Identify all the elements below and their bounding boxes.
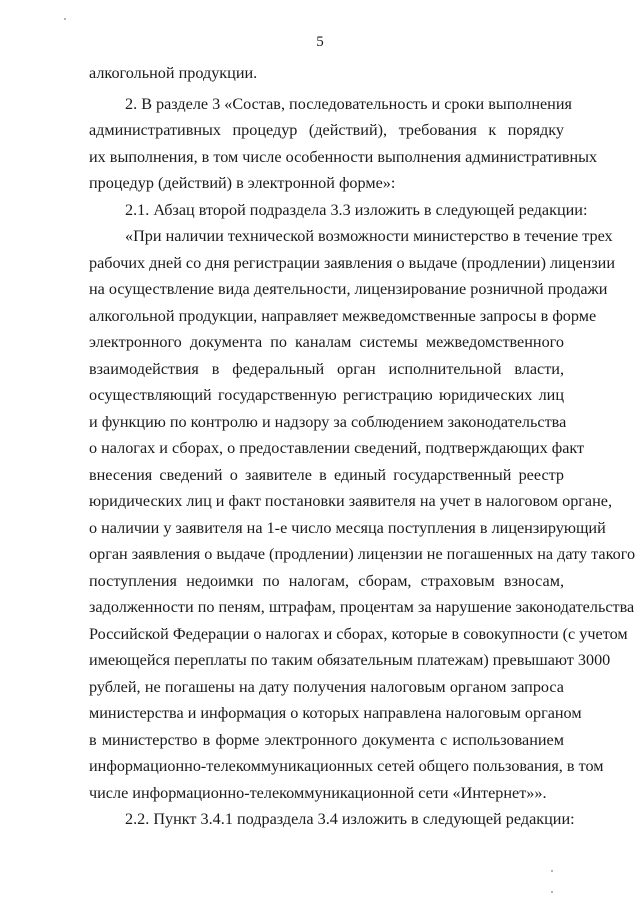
text-line: взаимодействия в федеральный орган исполнительной власти, [89,359,564,378]
text-line: рабочих дней со дня регистрации заявления о выдаче (продлении) лицензии [89,253,616,272]
text-line: имеющейся переплаты по таким обязательным платежам) превышают 3000 [89,651,611,669]
scan-speck [551,891,553,893]
text-line: орган заявления о выдаче (продлении) лицензии не погашенных на дату такого [89,545,636,563]
document-body [89,60,636,833]
text-line: их выполнения, в том числе особенности выполнения административных [89,147,598,166]
text-line: министерства и информация о которых направлена налоговым органом [89,704,582,722]
text-line: числе информационно-телекоммуникационной сети «Интернет»». [89,783,547,802]
paragraph-continuation [89,60,564,87]
scan-speck [64,18,66,20]
text-line: Российской Федерации о налогах и сборах, которые в совокупности (с учетом [89,624,628,643]
text-line: о налогах и сборах, о предоставлении сведений, подтверждающих факт [89,439,585,457]
text-line: процедур (действий) в электронной форме»: [89,174,396,192]
text-line: на осуществление вида деятельности, лицензирование розничной продажи [89,280,608,298]
text-line: информационно-телекоммуникационных сетей общего пользования, в том [89,757,604,775]
text-line: 2. В разделе 3 «Состав, последовательность и сроки выполнения [125,94,572,113]
text-line: 2.2. Пункт 3.4.1 подраздела 3.4 изложить в следующей редакции: [125,810,575,828]
text-line: юридических лиц и факт постановки заявителя на учет в налоговом органе, [89,492,613,510]
text-line: и функцию по контролю и надзору за соблюдением законодательства [89,412,567,431]
text-line: алкогольной продукции, направляет межведомственные запросы в форме [89,306,597,325]
paragraph-quoted-text [89,223,636,806]
text-line: рублей, не погашены на дату получения налоговым органом запроса [89,677,564,696]
text-line: «При наличии технической возможности министерство в течение трех [125,227,613,245]
text-line: задолженности по пеням, штрафам, процентам за нарушение законодательства [89,598,635,616]
text-line: осуществляющий государственную регистрацию юридических лиц [89,386,564,404]
text-line: в министерство в форме электронного документа с использованием [89,730,564,749]
text-line: поступления недоимки по налогам, сборам, страховым взносам, [89,571,564,590]
text-line: электронного документа по каналам системы межведомственного [89,333,564,351]
text-line: 2.1. Абзац второй подраздела 3.3 изложить в следующей редакции: [125,200,588,219]
scan-speck [551,870,553,872]
text-line: о наличии у заявителя на 1-е число месяца поступления в лицензирующий [89,518,606,537]
paragraph-2-1 [89,197,588,224]
text-line: алкогольной продукции. [89,64,258,82]
text-line: административных процедур (действий), требования к порядку [89,121,564,139]
paragraph-section-3-amendment [89,91,598,197]
paragraph-2-2 [89,806,575,833]
text-line: внесения сведений о заявителе в единый государственный реестр [89,465,564,484]
page-number: 5 [316,34,324,50]
